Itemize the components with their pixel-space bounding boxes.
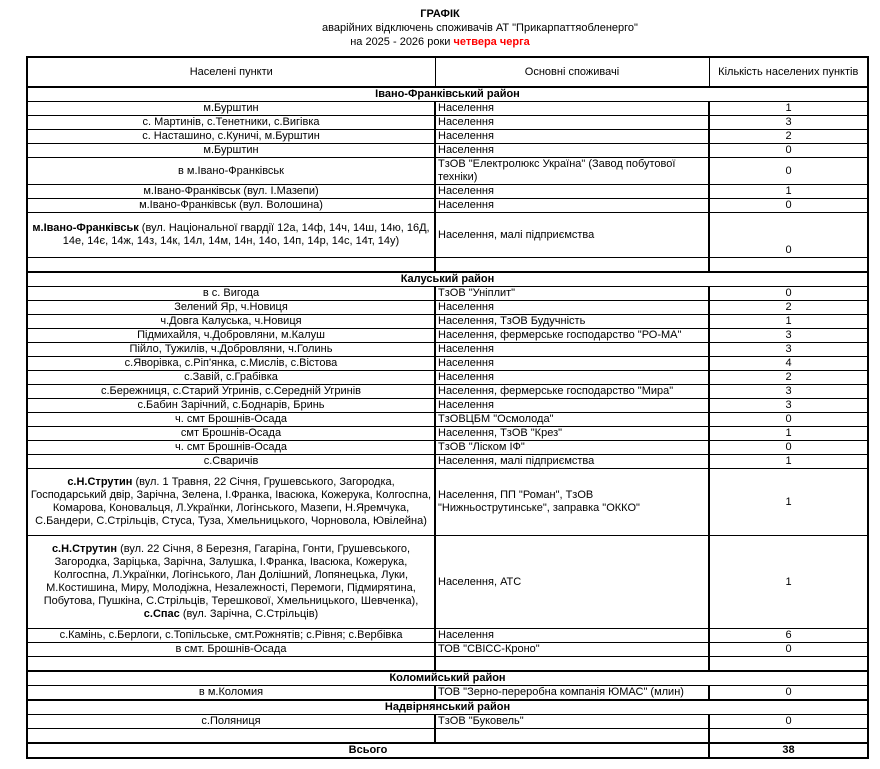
- location-cell: [27, 213, 435, 258]
- table-row: [27, 715, 868, 729]
- column-header-consumers: Основні споживачі: [435, 57, 709, 87]
- consumers-cell: ТзОВЦБМ "Осмолода": [435, 413, 709, 427]
- location-cell: с. Насташино, с.Куничі, м.Бурштин: [27, 130, 435, 144]
- location-cell: с.Бережниця, с.Старий Угринів, с.Середній Угринів: [27, 385, 435, 399]
- empty-cell: [27, 258, 435, 273]
- consumers-cell: Населення, АТС: [435, 536, 709, 629]
- consumers-cell: ТзОВ "Буковель": [435, 715, 709, 729]
- location-cell: с.Завій, с.Грабівка: [27, 371, 435, 385]
- location-streets: (вул. 1 Травня, 22 Січня, Грушевського, Загородка, Господарський двір, Зарічна, Зелена, І.Франка, Івасюка, Кожерука, Колгоспна, Комарова, Коновальця, Л.Українки, Логінського, Мазепи, Н.Яремчука, С.Бандери, С.Стрільців, Стуса, Туза, Хмельницького, Чорновола, Ювілейна): [30, 476, 432, 527]
- count-cell: 3: [709, 116, 868, 130]
- table-row: [27, 455, 868, 469]
- consumers-cell: Населення, ТзОВ Будучність: [435, 315, 709, 329]
- consumers-cell: Населення: [435, 102, 709, 116]
- location-cell: в с. Вигода: [27, 287, 435, 301]
- count-cell: 0: [709, 441, 868, 455]
- location-cell: ч. смт Брошнів-Осада: [27, 413, 435, 427]
- consumers-cell: ТОВ "Зерно-переробна компанія ЮМАС" (млин): [435, 686, 709, 701]
- empty-cell: [709, 657, 868, 672]
- table-row: [27, 185, 868, 199]
- table-row: [27, 343, 868, 357]
- count-cell: 6: [709, 629, 868, 643]
- consumers-cell: Населення, малі підприємства: [435, 455, 709, 469]
- location-cell: [27, 536, 435, 629]
- count-cell: 4: [709, 357, 868, 371]
- count-cell: 2: [709, 130, 868, 144]
- consumers-cell: Населення: [435, 399, 709, 413]
- location-cell: Пійло, Тужилів, ч.Добровляни, ч.Голинь: [27, 343, 435, 357]
- empty-cell: [435, 258, 709, 273]
- location-cell: с.Сваричів: [27, 455, 435, 469]
- location-cell: м.Бурштин: [27, 144, 435, 158]
- location-cell: в м.Івано-Франківськ: [27, 158, 435, 185]
- location-streets: (вул. Національної гвардії 12а, 14ф, 14ч, 14ш, 14ю, 16Д, 14е, 14є, 14ж, 14з, 14к, 14л, 14м, 14н, 14о, 14п, 14р, 14с, 14т, 14у): [62, 222, 430, 247]
- consumers-cell: Населення, фермерське господарство "Мира": [435, 385, 709, 399]
- section-header: [27, 87, 868, 102]
- consumers-cell: Населення: [435, 144, 709, 158]
- table-header-row: [27, 57, 868, 87]
- count-cell: 0: [709, 158, 868, 185]
- empty-cell: [435, 729, 709, 744]
- location-cell: [27, 469, 435, 536]
- count-cell: 3: [709, 399, 868, 413]
- consumers-cell: Населення, ТзОВ "Крез": [435, 427, 709, 441]
- location-cell: в смт. Брошнів-Осада: [27, 643, 435, 657]
- location-streets-2: (вул. Зарічна, С.Стрільців): [179, 608, 319, 620]
- consumers-cell: ТОВ "СВІСС-Кроно": [435, 643, 709, 657]
- count-cell: 0: [709, 213, 868, 258]
- location-name: с.Н.Струтин: [51, 543, 118, 555]
- empty-cell: [709, 729, 868, 744]
- count-cell: 0: [709, 144, 868, 158]
- table-row: [27, 399, 868, 413]
- consumers-cell: Населення: [435, 130, 709, 144]
- consumers-cell: Населення: [435, 629, 709, 643]
- count-cell: 3: [709, 385, 868, 399]
- location-name: м.Івано-Франківськ: [32, 222, 139, 234]
- section-title: Надвірнянський район: [27, 700, 868, 715]
- section-header: [27, 700, 868, 715]
- empty-cell: [27, 657, 435, 672]
- consumers-cell: Населення: [435, 357, 709, 371]
- table-row: [27, 329, 868, 343]
- location-cell: с.Камінь, с.Берлоги, с.Топільське, смт.Рожнятів; с.Рівня; с.Вербівка: [27, 629, 435, 643]
- location-name: с.Н.Струтин: [67, 476, 133, 488]
- location-cell: с.Поляниця: [27, 715, 435, 729]
- table-row: [27, 116, 868, 130]
- count-cell: 1: [709, 536, 868, 629]
- consumers-cell: ТзОВ "Ліском ІФ": [435, 441, 709, 455]
- consumers-cell: Населення, малі підприємства: [435, 213, 709, 258]
- location-cell: Підмихайля, ч.Добровляни, м.Калуш: [27, 329, 435, 343]
- location-cell: ч. смт Брошнів-Осада: [27, 441, 435, 455]
- blank-row: [27, 258, 868, 273]
- count-cell: 1: [709, 427, 868, 441]
- count-cell: 1: [709, 102, 868, 116]
- consumers-cell: Населення: [435, 199, 709, 213]
- table-row: [27, 643, 868, 657]
- section-title: Калуський район: [27, 272, 868, 287]
- section-title: Коломийський район: [27, 671, 868, 686]
- table-row: [27, 315, 868, 329]
- location-cell: в м.Коломия: [27, 686, 435, 701]
- count-cell: 0: [709, 413, 868, 427]
- document-subtitle: аварійних відключень споживачів АТ "Прикарпаттяобленерго": [322, 22, 638, 34]
- section-header: [27, 272, 868, 287]
- table-row: [27, 158, 868, 185]
- count-cell: 0: [709, 287, 868, 301]
- table-row: [27, 536, 868, 629]
- location-name-2: с.Спас: [143, 608, 180, 620]
- table-row: [27, 102, 868, 116]
- total-value: 38: [709, 743, 868, 758]
- column-header-locations: Населені пункти: [27, 57, 435, 87]
- count-cell: 0: [709, 715, 868, 729]
- count-cell: 3: [709, 343, 868, 357]
- consumers-cell: Населення: [435, 185, 709, 199]
- count-cell: 3: [709, 329, 868, 343]
- document-period: [0, 36, 880, 48]
- table-row: [27, 144, 868, 158]
- table-row: [27, 371, 868, 385]
- table-row: [27, 427, 868, 441]
- consumers-cell: Населення, фермерське господарство "РО-МА": [435, 329, 709, 343]
- table-row: [27, 199, 868, 213]
- consumers-cell: Населення: [435, 116, 709, 130]
- blank-row: [27, 729, 868, 744]
- consumers-cell: Населення, ПП "Роман", ТзОВ "Нижньострутинське", заправка "ОККО": [435, 469, 709, 536]
- location-cell: ч.Довга Калуська, ч.Новиця: [27, 315, 435, 329]
- table-row: [27, 287, 868, 301]
- document-title: ГРАФІК: [420, 8, 460, 20]
- location-cell: м.Івано-Франківськ (вул. Волошина): [27, 199, 435, 213]
- location-cell: с.Яворівка, с.Ріп'янка, с.Мислів, с.Вістова: [27, 357, 435, 371]
- section-title: Івано-Франківський район: [27, 87, 868, 102]
- column-header-count: Кількість населених пунктів: [709, 57, 868, 87]
- table-row: [27, 301, 868, 315]
- table-row: [27, 629, 868, 643]
- consumers-cell: ТзОВ "Електролюкс Україна" (Завод побутової техніки): [435, 158, 709, 185]
- count-cell: 2: [709, 371, 868, 385]
- count-cell: 1: [709, 455, 868, 469]
- consumers-cell: Населення: [435, 343, 709, 357]
- schedule-table: [26, 56, 869, 759]
- count-cell: 1: [709, 185, 868, 199]
- empty-cell: [709, 258, 868, 273]
- table-row: [27, 385, 868, 399]
- section-header: [27, 671, 868, 686]
- total-label: Всього: [27, 743, 709, 758]
- table-row: [27, 469, 868, 536]
- table-row: [27, 686, 868, 701]
- count-cell: 2: [709, 301, 868, 315]
- count-cell: 0: [709, 686, 868, 701]
- location-cell: м.Бурштин: [27, 102, 435, 116]
- table-row: [27, 441, 868, 455]
- blank-row: [27, 657, 868, 672]
- location-cell: Зелений Яр, ч.Новиця: [27, 301, 435, 315]
- consumers-cell: Населення: [435, 301, 709, 315]
- consumers-cell: Населення: [435, 371, 709, 385]
- location-cell: с. Мартинів, с.Тенетники, с.Вигівка: [27, 116, 435, 130]
- empty-cell: [27, 729, 435, 744]
- table-row: [27, 130, 868, 144]
- location-cell: смт Брошнів-Осада: [27, 427, 435, 441]
- consumers-cell: ТзОВ "Уніплит": [435, 287, 709, 301]
- location-streets: (вул. 22 Січня, 8 Березня, Гагаріна, Гонти, Грушевського, Загородка, Заріцька, Зарічна, Залушка, І.Франка, Івасюка, Кожерука, Колгоспна, Л.Українки, Логінського, Лан Долішний, Лопянецька, Луки, М.Костишина, Миру, Молодіжна, Незалежності, Перемоги, Підмирятина, Побутова, Пушкіна, С.Стрільців, Терешкової, Хмельницького, Шевченка),: [43, 543, 419, 607]
- table-row: [27, 357, 868, 371]
- count-cell: 1: [709, 315, 868, 329]
- location-cell: м.Івано-Франківськ (вул. І.Мазепи): [27, 185, 435, 199]
- period-text: на 2025 - 2026 роки: [350, 36, 451, 48]
- table-row: [27, 213, 868, 258]
- count-cell: 0: [709, 199, 868, 213]
- count-cell: 0: [709, 643, 868, 657]
- location-cell: с.Бабин Зарічний, с.Боднарів, Бринь: [27, 399, 435, 413]
- count-cell: 1: [709, 469, 868, 536]
- table-row: [27, 413, 868, 427]
- empty-cell: [435, 657, 709, 672]
- total-row: [27, 743, 868, 758]
- queue-label: четвера черга: [453, 36, 530, 48]
